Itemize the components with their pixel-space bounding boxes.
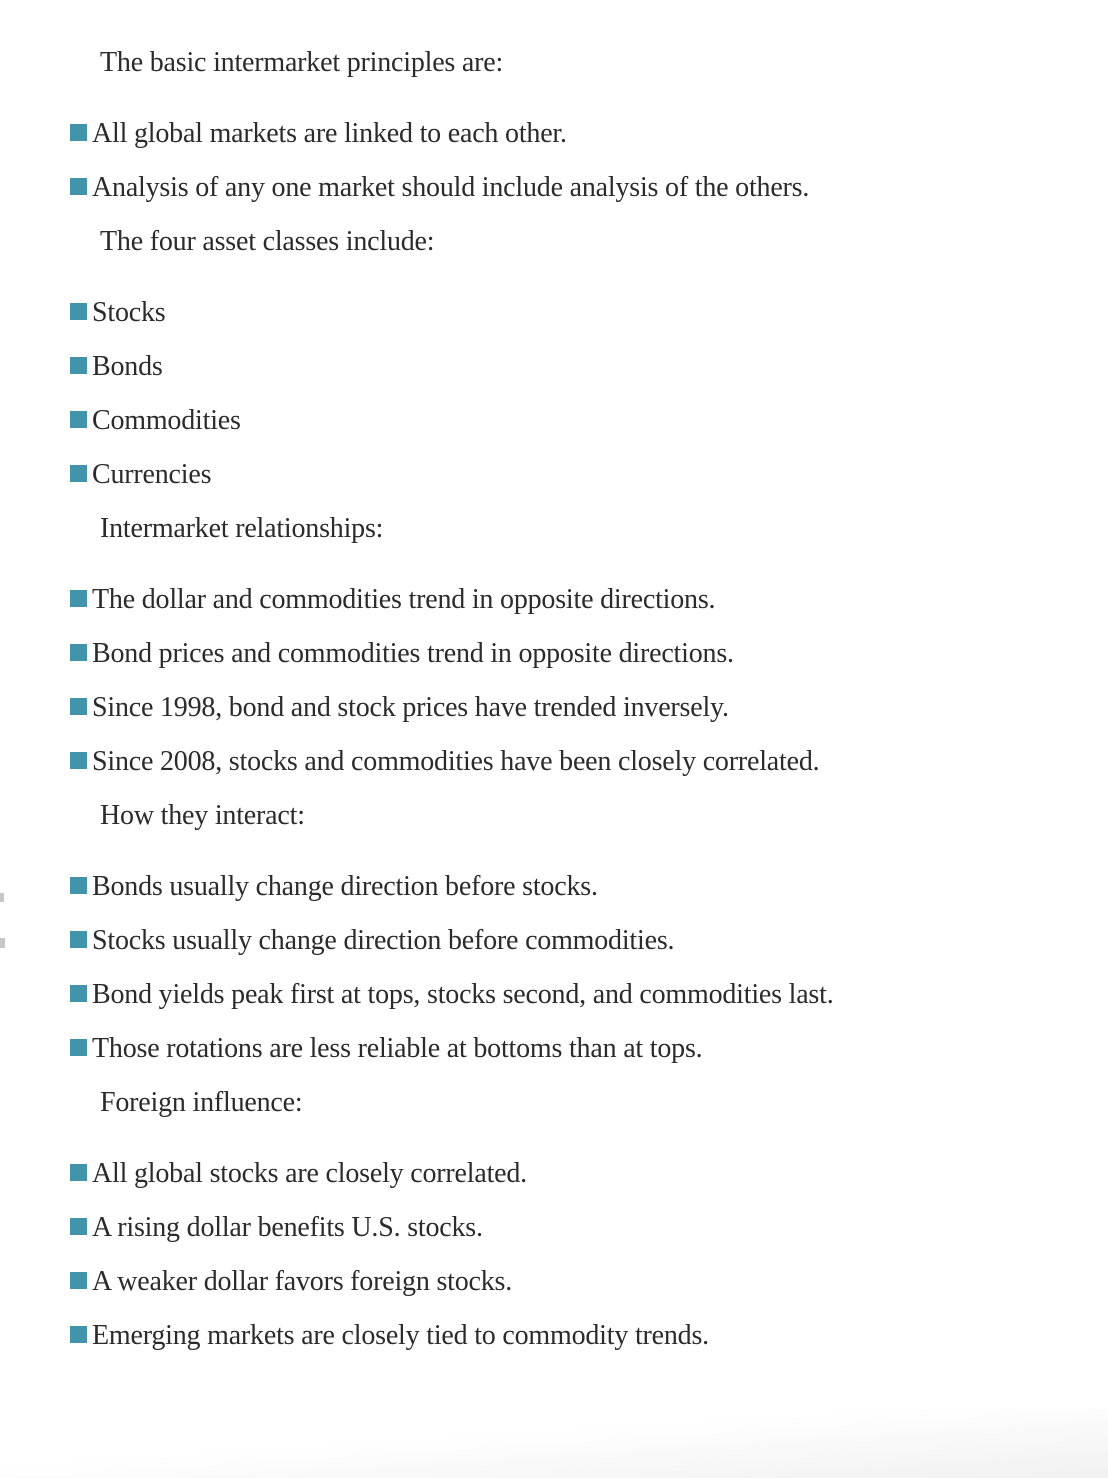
bullet-text: Bonds usually change direction before stocks. <box>92 871 598 902</box>
section-how-they-interact <box>0 801 1108 1064</box>
bullet-text: Bond prices and commodities trend in opposite directions. <box>92 638 734 669</box>
bullet-item <box>70 747 1108 777</box>
bullet-text: A rising dollar benefits U.S. stocks. <box>92 1212 483 1243</box>
bullet-text: All global markets are linked to each other. <box>92 118 567 149</box>
bullet-item <box>70 926 1108 956</box>
bullet-text: Emerging markets are closely tied to commodity trends. <box>92 1320 709 1351</box>
bullet-text: Bonds <box>92 351 163 382</box>
section-heading: Foreign influence: <box>100 1087 303 1118</box>
bullet-item <box>70 1159 1108 1189</box>
bullet-square-icon <box>70 698 87 715</box>
bullet-square-icon <box>70 357 87 374</box>
bullet-square-icon <box>70 124 87 141</box>
bullet-text: Since 2008, stocks and commodities have been closely correlated. <box>92 746 820 777</box>
section-heading: The basic intermarket principles are: <box>100 47 504 78</box>
bullet-text: A weaker dollar favors foreign stocks. <box>92 1266 513 1297</box>
bullet-square-icon <box>70 644 87 661</box>
bullet-text: Stocks usually change direction before commodities. <box>92 925 675 956</box>
bullet-text: Analysis of any one market should include analysis of the others. <box>92 172 810 203</box>
bullet-item <box>70 1267 1108 1297</box>
bullet-square-icon <box>70 465 87 482</box>
section-basic-principles <box>0 48 1108 203</box>
bullet-text: The dollar and commodities trend in opposite directions. <box>92 584 716 615</box>
bullet-text: Currencies <box>92 459 212 490</box>
bullet-item <box>70 298 1108 328</box>
bullet-square-icon <box>70 931 87 948</box>
page-edge-artifact <box>0 893 4 902</box>
bullet-text: All global stocks are closely correlated. <box>92 1158 527 1189</box>
section-heading: Intermarket relationships: <box>100 513 384 544</box>
bullet-text: Stocks <box>92 297 166 328</box>
page-edge-artifact <box>0 938 5 948</box>
bullet-square-icon <box>70 178 87 195</box>
section-intermarket-relationships <box>0 514 1108 777</box>
bullet-item <box>70 119 1108 149</box>
bullet-item <box>70 460 1108 490</box>
page-curl-shadow <box>0 1408 1108 1478</box>
bullet-item <box>70 406 1108 436</box>
bullet-square-icon <box>70 303 87 320</box>
bullet-square-icon <box>70 752 87 769</box>
bullet-square-icon <box>70 985 87 1002</box>
bullet-square-icon <box>70 1272 87 1289</box>
bullet-square-icon <box>70 590 87 607</box>
bullet-item <box>70 1213 1108 1243</box>
bullet-item <box>70 872 1108 902</box>
bullet-text: Bond yields peak first at tops, stocks second, and commodities last. <box>92 979 834 1010</box>
bullet-square-icon <box>70 1039 87 1056</box>
bullet-square-icon <box>70 1164 87 1181</box>
bullet-item <box>70 173 1108 203</box>
section-heading: The four asset classes include: <box>100 226 435 257</box>
bullet-item <box>70 1321 1108 1351</box>
bullet-text: Since 1998, bond and stock prices have trended inversely. <box>92 692 729 723</box>
bullet-text: Those rotations are less reliable at bottoms than at tops. <box>92 1033 703 1064</box>
bullet-square-icon <box>70 411 87 428</box>
bullet-square-icon <box>70 1326 87 1343</box>
bullet-item <box>70 639 1108 669</box>
bullet-item <box>70 693 1108 723</box>
section-foreign-influence <box>0 1088 1108 1351</box>
bullet-item <box>70 585 1108 615</box>
bullet-item <box>70 980 1108 1010</box>
bullet-square-icon <box>70 877 87 894</box>
bullet-square-icon <box>70 1218 87 1235</box>
bullet-item <box>70 352 1108 382</box>
section-heading: How they interact: <box>100 800 305 831</box>
bullet-text: Commodities <box>92 405 241 436</box>
section-asset-classes <box>0 227 1108 490</box>
bullet-item <box>70 1034 1108 1064</box>
